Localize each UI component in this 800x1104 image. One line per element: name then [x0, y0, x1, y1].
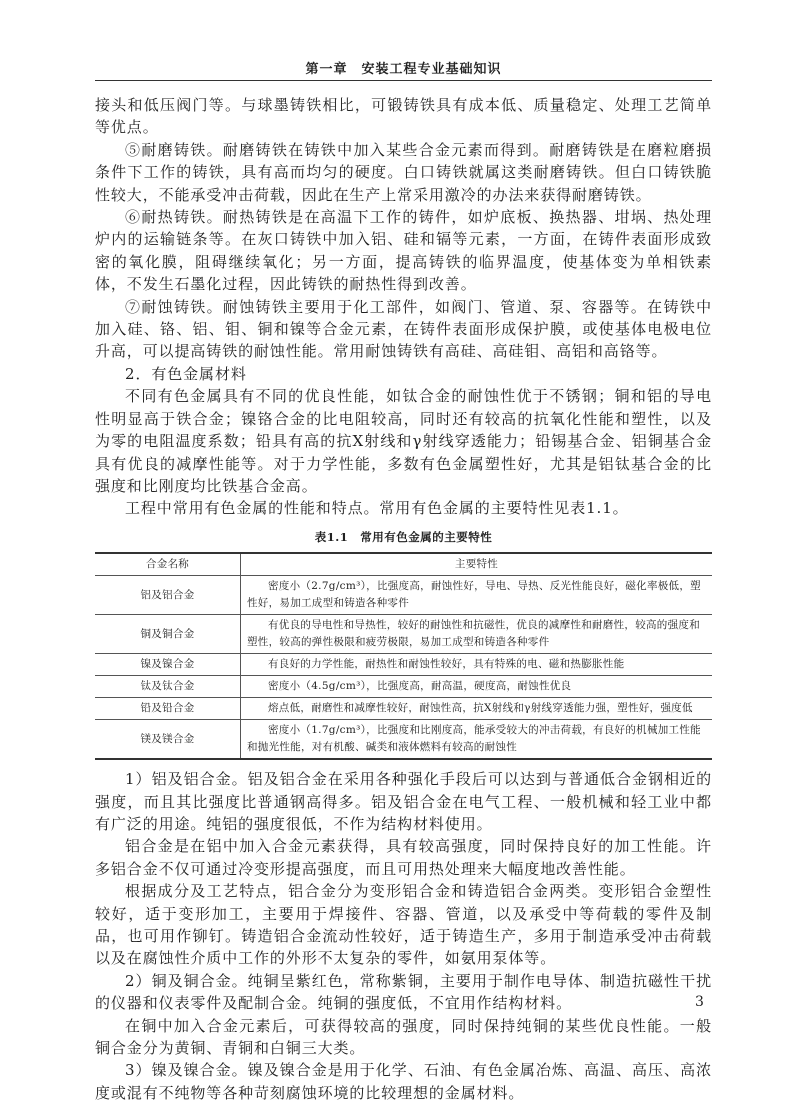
alloy-name: 铝及铝合金 — [95, 576, 241, 615]
paragraph: ⑦耐蚀铸铁。耐蚀铸铁主要用于化工部件，如阀门、管道、泵、容器等。在铸铁中加入硅、铬、铝、钼、铜和镍等合金元素，在铸件表面形成保护膜，或使基体电极电位升高，可以提高铸铁的耐蚀性能。常用耐蚀铸铁有高硅、高硅钼、高铝和高铬等。 — [95, 297, 712, 361]
alloy-properties: 熔点低，耐磨性和减摩性较好，耐蚀性高，抗X射线和γ射线穿透能力强，塑性好，强度低 — [241, 698, 713, 720]
paragraph: 工程中常用有色金属的性能和特点。常用有色金属的主要特性见表1.1。 — [125, 499, 629, 518]
page-number: 3 — [695, 994, 704, 1010]
table-row — [95, 676, 712, 698]
paragraph: 1）铝及铝合金。铝及铝合金在采用各种强化手段后可以达到与普通低合金钢相近的强度，而且其比强度比普通钢高得多。铝及铝合金在电气工程、一般机械和轻工业中都有广泛的用途。纯铝的强度很低，不作为结构材料使用。 — [95, 770, 712, 833]
paragraph: 3）镍及镍合金。镍及镍合金是用于化学、石油、有色金属冶炼、高温、高压、高浓度或混有不纯物等各种苛刻腐蚀环境的比较理想的金属材料。 — [95, 1061, 712, 1102]
header-rule — [95, 80, 712, 81]
paragraph: 不同有色金属具有不同的优良性能，如钛合金的耐蚀性优于不锈钢；铜和铝的导电性明显高于铁合金；镍铬合金的比电阻较高，同时还有较高的抗氧化性能和塑性，以及为零的电阻温度系数；铅具有高的抗X射线和γ射线穿透能力；铅锡基合金、铝铜基合金具有优良的减摩性能等。对于力学性能，多数有色金属塑性好，尤其是铝钛基合金的比强度和比刚度均比铁基合金高。 — [95, 387, 712, 495]
paragraph: 铝合金是在铝中加入合金元素获得，具有较高强度，同时保持良好的加工性能。许多铝合金不仅可通过冷变形提高强度，而且可用热处理来大幅度地改善性能。 — [95, 837, 712, 878]
column-header: 合金名称 — [95, 553, 241, 576]
table-header-row — [95, 553, 712, 576]
alloy-name: 钛及钛合金 — [95, 676, 241, 698]
alloy-properties: 密度小（4.5g/cm³），比强度高，耐高温，硬度高，耐蚀性优良 — [241, 676, 713, 698]
alloy-properties: 有良好的力学性能，耐热性和耐蚀性较好，具有特殊的电、磁和热膨胀性能 — [241, 654, 713, 676]
running-header: 第一章 安装工程专业基础知识 — [305, 62, 502, 77]
paragraph: 接头和低压阀门等。与球墨铸铁相比，可锻铸铁具有成本低、质量稳定、处理工艺简单等优点。 — [95, 96, 712, 137]
alloy-properties: 密度小（2.7g/cm³），比强度高，耐蚀性好，导电、导热、反光性能良好，磁化率极低，塑性好，易加工成型和铸造各种零件 — [241, 576, 713, 615]
alloy-name: 铅及铅合金 — [95, 698, 241, 720]
table-row — [95, 654, 712, 676]
paragraph: ⑥耐热铸铁。耐热铸铁是在高温下工作的铸件，如炉底板、换热器、坩埚、热处理炉内的运输链条等。在灰口铸铁中加入铝、硅和镉等元素，一方面，在铸件表面形成致密的氧化膜，阻碍继续氧化；另一方面，提高铸铁的临界温度，使基体变为单相铁素体，不发生石墨化过程，因此铸铁的耐热性得到改善。 — [95, 208, 712, 294]
alloy-properties-table — [95, 552, 712, 760]
table-row — [95, 615, 712, 654]
column-header: 主要特性 — [241, 553, 713, 576]
table-row — [95, 576, 712, 615]
page-body — [95, 94, 712, 1104]
section-heading: 2．有色金属材料 — [125, 364, 247, 383]
alloy-name: 镍及镍合金 — [95, 654, 241, 676]
alloy-properties: 有优良的导电性和导热性，较好的耐蚀性和抗磁性，优良的减摩性和耐磨性，较高的强度和塑性，较高的弹性极限和疲劳极限，易加工成型和铸造各种零件 — [241, 615, 713, 654]
paragraph: 根据成分及工艺特点，铝合金分为变形铝合金和铸造铝合金两类。变形铝合金塑性较好，适于变形加工，主要用于焊接件、容器、管道，以及承受中等荷载的零件及制品，也可用作铆钉。铸造铝合金流动性较好，适于铸造生产，多用于制造承受冲击荷载以及在腐蚀性介质中工作的外形不太复杂的零件，如氨用泵体等。 — [95, 882, 712, 968]
alloy-name: 镁及镁合金 — [95, 720, 241, 760]
alloy-name: 铜及铜合金 — [95, 615, 241, 654]
paragraph: 2）铜及铜合金。纯铜呈紫红色，常称紫铜，主要用于制作电导体、制造抗磁性干扰的仪器和仪表零件及配制合金。纯铜的强度低，不宜用作结构材料。 — [95, 971, 712, 1013]
paragraph: 在铜中加入合金元素后，可获得较高的强度，同时保持纯铜的某些优良性能。一般铜合金分为黄铜、青铜和白铜三大类。 — [95, 1016, 712, 1057]
table-row — [95, 720, 712, 760]
table-row — [95, 698, 712, 720]
table-title: 表1.1 常用有色金属的主要特性 — [314, 529, 493, 544]
alloy-properties: 密度小（1.7g/cm³），比强度和比刚度高，能承受较大的冲击荷载，有良好的机械加工性能和抛光性能，对有机酸、碱类和液体燃料有较高的耐蚀性 — [241, 720, 713, 760]
paragraph: ⑤耐磨铸铁。耐磨铸铁在铸铁中加入某些合金元素而得到。耐磨铸铁是在磨粒磨损条件下工作的铸铁，具有高而均匀的硬度。白口铸铁就属这类耐磨铸铁。但白口铸铁脆性较大，不能承受冲击荷载，因此在生产上常采用激冷的办法来获得耐磨铸铁。 — [95, 140, 712, 204]
